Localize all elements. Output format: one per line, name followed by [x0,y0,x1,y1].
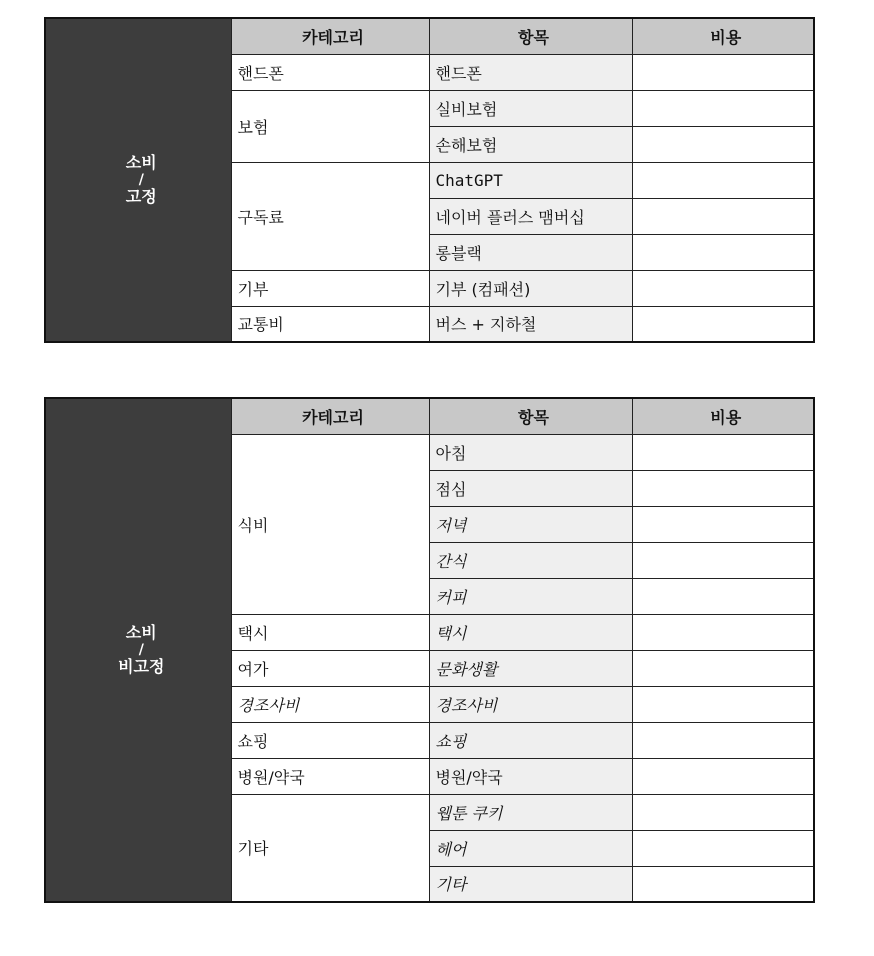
cost-input-cell[interactable] [632,866,814,902]
cost-input-cell[interactable] [632,578,814,614]
item-cell: 저녁 [429,506,632,542]
category-cell: 핸드폰 [231,54,429,90]
item-cell: 웹툰 쿠키 [429,794,632,830]
category-cell: 여가 [231,650,429,686]
header-category: 카테고리 [231,398,429,434]
header-cost: 비용 [632,398,814,434]
cost-input-cell[interactable] [632,506,814,542]
item-cell: 기부 (컴패션) [429,270,632,306]
table-header-row [45,18,814,54]
item-cell: 롱블랙 [429,234,632,270]
category-cell: 구독료 [231,162,429,270]
cost-input-cell[interactable] [632,306,814,342]
fixed-expense-table [44,17,815,343]
item-cell: 헤어 [429,830,632,866]
item-cell: 점심 [429,470,632,506]
cost-input-cell[interactable] [632,722,814,758]
group-label-fixed [45,18,231,342]
cost-input-cell[interactable] [632,234,814,270]
category-cell: 보험 [231,90,429,162]
variable-expense-table [44,397,815,903]
table-header-row [45,398,814,434]
item-cell: 손해보험 [429,126,632,162]
group-label-separator: / [138,642,144,658]
category-cell: 기부 [231,270,429,306]
cost-input-cell[interactable] [632,542,814,578]
category-cell: 경조사비 [231,686,429,722]
cost-input-cell[interactable] [632,434,814,470]
header-item: 항목 [429,398,632,434]
group-label-separator: / [138,172,144,188]
cost-input-cell[interactable] [632,54,814,90]
item-cell: 문화생활 [429,650,632,686]
cost-input-cell[interactable] [632,650,814,686]
cost-input-cell[interactable] [632,126,814,162]
item-cell: 기타 [429,866,632,902]
item-cell: ChatGPT [429,162,632,198]
cost-input-cell[interactable] [632,198,814,234]
item-cell: 핸드폰 [429,54,632,90]
item-cell: 택시 [429,614,632,650]
category-cell: 쇼핑 [231,722,429,758]
category-cell: 병원/약국 [231,758,429,794]
group-label-line1: 소비 [125,623,157,642]
group-label-line2: 고정 [125,187,157,206]
cost-input-cell[interactable] [632,90,814,126]
cost-input-cell[interactable] [632,794,814,830]
category-cell: 택시 [231,614,429,650]
item-cell: 간식 [429,542,632,578]
item-cell: 실비보험 [429,90,632,126]
cost-input-cell[interactable] [632,758,814,794]
header-cost: 비용 [632,18,814,54]
item-cell: 커피 [429,578,632,614]
item-cell: 아침 [429,434,632,470]
cost-input-cell[interactable] [632,270,814,306]
category-cell: 교통비 [231,306,429,342]
header-item: 항목 [429,18,632,54]
group-label-variable [45,398,231,902]
cost-input-cell[interactable] [632,470,814,506]
group-label-line1: 소비 [125,153,157,172]
item-cell: 버스 + 지하철 [429,306,632,342]
item-cell: 네이버 플러스 맴버십 [429,198,632,234]
group-label-line2: 비고정 [118,657,165,676]
header-category: 카테고리 [231,18,429,54]
item-cell: 쇼핑 [429,722,632,758]
cost-input-cell[interactable] [632,686,814,722]
cost-input-cell[interactable] [632,162,814,198]
item-cell: 병원/약국 [429,758,632,794]
cost-input-cell[interactable] [632,830,814,866]
item-cell: 경조사비 [429,686,632,722]
category-cell: 기타 [231,794,429,902]
cost-input-cell[interactable] [632,614,814,650]
category-cell: 식비 [231,434,429,614]
